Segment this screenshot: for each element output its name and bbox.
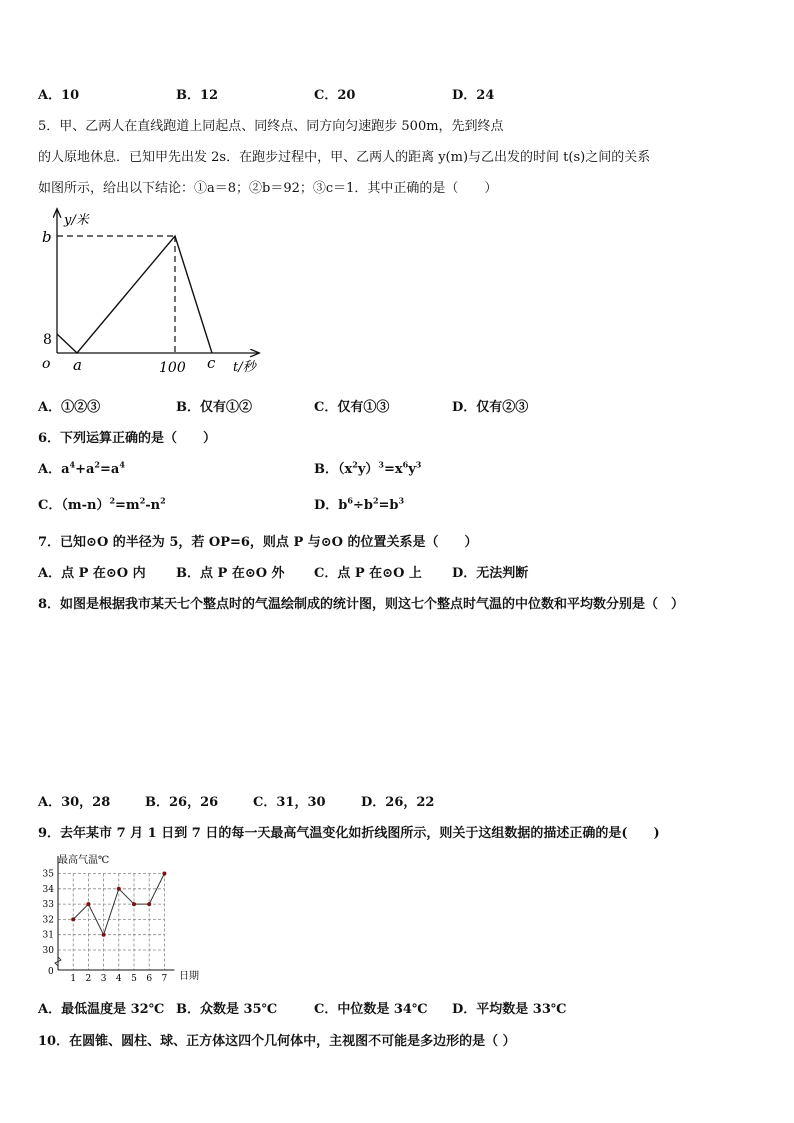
a-label: a <box>73 356 82 374</box>
q8-option-b: B．26，26 <box>145 795 219 810</box>
q7-option-b: B．点 P 在⊙O 外 <box>176 566 285 581</box>
y-axis-label: y/米 <box>64 213 89 228</box>
t-axis-label: t/秒 <box>233 360 256 375</box>
q9-temperature-chart <box>38 848 208 988</box>
chart-x-axis-label: 日期 <box>179 971 199 982</box>
q5-distance-graph <box>0 200 300 385</box>
q5-stem-line1: 5．甲、乙两人在直线跑道上同起点、同终点、同方向匀速跑步 500m，先到终点 <box>38 119 504 134</box>
q4-option-a: A．10 <box>38 88 80 103</box>
temperature-point <box>147 902 151 906</box>
origin-label: o <box>42 356 51 372</box>
q6-option-c: C．$(m-n)^2=m^2-n^2$ <box>38 495 166 513</box>
q8-option-d: D．26，22 <box>361 795 435 810</box>
q8-option-a: A．30，28 <box>38 795 111 810</box>
q8-option-c: C．31，30 <box>253 795 326 810</box>
x-tick-label: 6 <box>146 974 153 984</box>
temperature-point <box>71 917 75 921</box>
temperature-point <box>102 933 106 937</box>
q4-option-d: D．24 <box>452 88 495 103</box>
chart-axes <box>55 856 174 970</box>
y-tick-label: 31 <box>42 930 54 941</box>
q9-option-d: D．平均数是 33℃ <box>452 1002 567 1017</box>
q7-option-c: C．点 P 在⊙O 上 <box>314 566 422 581</box>
y-tick-label: 35 <box>42 869 54 880</box>
chart-tick-labels <box>43 870 168 985</box>
distance-line <box>57 236 212 353</box>
eight-label: 8 <box>43 332 52 348</box>
q5-option-c: C．仅有①③ <box>314 400 390 415</box>
hundred-label: 100 <box>159 360 186 376</box>
q7-option-a: A．点 P 在⊙O 内 <box>38 566 146 581</box>
q9-option-a: A．最低温度是 32℃ <box>38 1002 165 1017</box>
y-tick-label: 34 <box>42 884 54 895</box>
temperature-point <box>132 902 136 906</box>
q5-option-d: D．仅有②③ <box>452 400 529 415</box>
q5-stem-line2: 的人原地休息．已知甲先出发 2s．在跑步过程中，甲、乙两人的距离 y(m)与乙出发的时间 t(s)之间的关系 <box>38 150 651 165</box>
q6-option-b: B．$(x^2y)^3=x^6y^3$ <box>314 459 422 477</box>
q9-option-c: C．中位数是 34℃ <box>314 1002 428 1017</box>
x-tick-label: 4 <box>115 974 122 984</box>
x-tick-label: 3 <box>100 974 107 984</box>
q6-option-d: D．$b^6\div b^2=b^3$ <box>314 495 405 513</box>
q6-stem: 6．下列运算正确的是（ ） <box>38 431 217 446</box>
q7-option-d: D．无法判断 <box>452 566 529 581</box>
temperature-point <box>86 902 90 906</box>
q8-stem: 8．如图是根据我市某天七个整点时的气温绘制成的统计图，则这七个整点时气温的中位数和平均数分别是（ ） <box>38 597 685 612</box>
q5-option-a: A．①②③ <box>38 400 101 415</box>
q4-option-b: B．12 <box>176 88 219 103</box>
x-tick-label: 2 <box>85 974 92 984</box>
q10-stem: 10．在圆锥、圆柱、球、正方体这四个几何体中，主视图不可能是多边形的是（ ） <box>38 1034 516 1049</box>
temperature-point <box>117 887 121 891</box>
c-label: c <box>207 354 216 372</box>
x-tick-label: 5 <box>131 974 137 984</box>
q6-option-a: A．$a^4+a^2=a^4$ <box>38 459 125 477</box>
q4-option-c: C．20 <box>314 88 356 103</box>
q9-option-b: B．众数是 35℃ <box>176 1002 278 1017</box>
chart-y-axis-label: 最高气温℃ <box>58 855 110 866</box>
chart-origin-label: 0 <box>48 967 54 977</box>
y-tick-label: 32 <box>42 915 54 926</box>
q5-option-b: B．仅有①② <box>176 400 252 415</box>
x-tick-label: 7 <box>161 974 168 984</box>
q9-stem: 9．去年某市 7 月 1 日到 7 日的每一天最高气温变化如折线图所示，则关于这组数据的描述正确的是( ) <box>38 826 660 841</box>
q5-stem-line3: 如图所示，给出以下结论：①a＝8；②b＝92；③c＝1．其中正确的是（ ） <box>38 181 498 196</box>
x-tick-label: 1 <box>70 974 77 984</box>
q7-stem: 7．已知⊙O 的半径为 5，若 OP=6，则点 P 与⊙O 的位置关系是（ ） <box>38 535 478 550</box>
y-tick-label: 30 <box>42 946 54 956</box>
b-label: b <box>42 228 52 246</box>
y-tick-label: 33 <box>42 900 54 911</box>
temperature-point <box>162 872 166 876</box>
chart-grid <box>58 874 164 971</box>
